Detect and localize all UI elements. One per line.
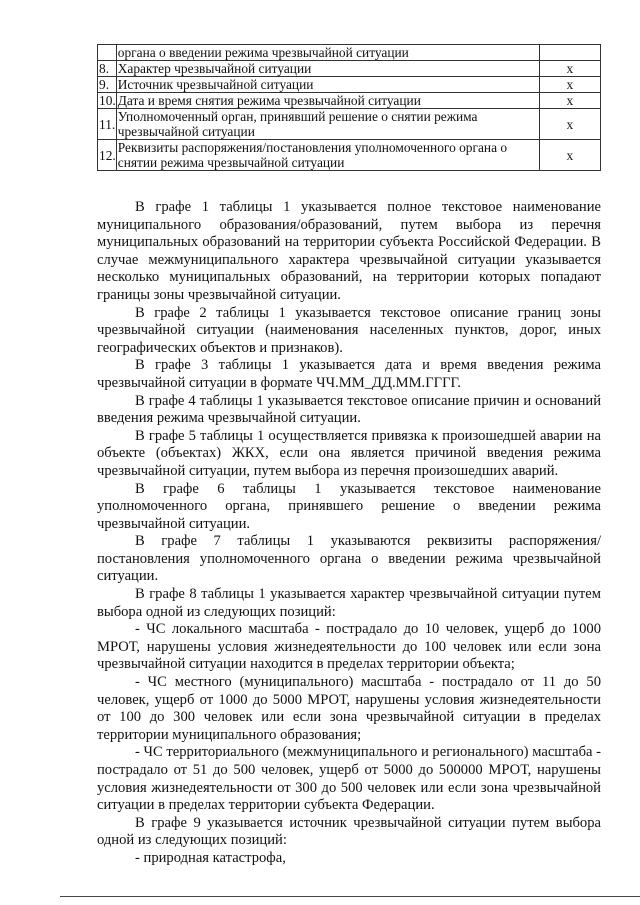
table-row — [98, 77, 601, 93]
table-row — [98, 45, 601, 61]
paragraph: В графе 7 таблицы 1 указываются реквизиты распоряжения/постановления уполномоченного органа о введении режима чрезвычайной ситуации. — [97, 533, 601, 585]
table-row — [98, 140, 601, 171]
params-table — [97, 44, 601, 171]
row-number: 11. — [98, 109, 117, 140]
row-mark: x — [539, 61, 600, 77]
paragraph: В графе 5 таблицы 1 осуществляется привязка к произошедшей аварии на объекте (объектах) ЖКХ, если она является причиной введения режима чрезвычайной ситуации, путем выбора из перечня произошедших аварий. — [97, 427, 601, 479]
body-text — [97, 199, 601, 868]
paragraph: В графе 8 таблицы 1 указывается характер чрезвычайной ситуации путем выбора одной из следующих позиций: — [97, 586, 601, 620]
list-item: - природная катастрофа, — [135, 849, 286, 866]
row-text: Источник чрезвычайной ситуации — [116, 77, 539, 93]
row-number — [98, 45, 117, 61]
row-number: 8. — [98, 61, 117, 77]
list-item: - ЧС локального масштаба - пострадало до 10 человек, ущерб до 1000 МРОТ, нарушены условия жизнедеятельности до 100 человек или если зона чрезвычайной ситуации находится в пределах территории объекта; — [97, 621, 601, 673]
paragraph: В графе 1 таблицы 1 указывается полное текстовое наименование муниципального образования/образований, путем выбора из перечня муниципальных образований на территории субъекта Российской Федерации. В случае межмуниципального характера чрезвычайной ситуации указывается несколько муниципальных образований, на территории которых попадают границы зоны чрезвычайной ситуации. — [97, 199, 601, 303]
row-text: Дата и время снятия режима чрезвычайной ситуации — [116, 93, 539, 109]
row-mark: x — [539, 140, 600, 171]
row-text: Реквизиты распоряжения/постановления уполномоченного органа о снятии режима чрезвычайной ситуации — [116, 140, 539, 171]
row-number: 10. — [99, 93, 116, 108]
row-text: Уполномоченный орган, принявший решение о снятии режима чрезвычайной ситуации — [116, 109, 539, 140]
row-text: органа о введении режима чрезвычайной ситуации — [116, 45, 539, 61]
row-mark — [539, 45, 600, 61]
table-row — [98, 61, 601, 77]
row-mark: x — [539, 93, 600, 109]
table-row — [98, 109, 601, 140]
paragraph: В графе 3 таблицы 1 указывается дата и время введения режима чрезвычайной ситуации в формате ЧЧ.ММ_ДД.ММ.ГГГГ. — [97, 357, 601, 391]
row-text: Характер чрезвычайной ситуации — [116, 61, 539, 77]
row-number: 12. — [98, 140, 117, 171]
row-number: 9. — [98, 77, 117, 93]
row-mark: x — [539, 109, 600, 140]
row-mark: x — [539, 77, 600, 93]
list-item: - ЧС территориального (межмуниципального и регионального) масштаба - пострадало от 51 до 500 человек, ущерб от 5000 до 500000 МРОТ, нарушены условия жизнедеятельности от 300 до 500 человек или если зона чрезвычайной ситуации в пределах территории субъекта Федерации. — [97, 744, 601, 814]
list-item: - ЧС местного (муниципального) масштаба - пострадало от 11 до 50 человек, ущерб от 1000 до 5000 МРОТ, нарушены условия жизнедеятельности от 100 до 300 человек или если зона чрезвычайной ситуации в пределах территории муниципального образования; — [97, 674, 601, 743]
footer-rule — [60, 896, 640, 897]
paragraph: В графе 6 таблицы 1 указывается текстовое наименование уполномоченного органа, принявшего решение о введении режима чрезвычайной ситуации. — [97, 480, 601, 532]
paragraph: В графе 4 таблицы 1 указывается текстовое описание причин и оснований введения режима чрезвычайной ситуации. — [97, 392, 601, 427]
table-row — [98, 93, 601, 109]
paragraph: В графе 9 указывается источник чрезвычайной ситуации путем выбора одной из следующих позиций: — [97, 814, 601, 849]
paragraph: В графе 2 таблицы 1 указывается текстовое описание границ зоны чрезвычайной ситуации (наименования населенных пунктов, дорог, иных географических объектов и признаков). — [97, 304, 601, 356]
